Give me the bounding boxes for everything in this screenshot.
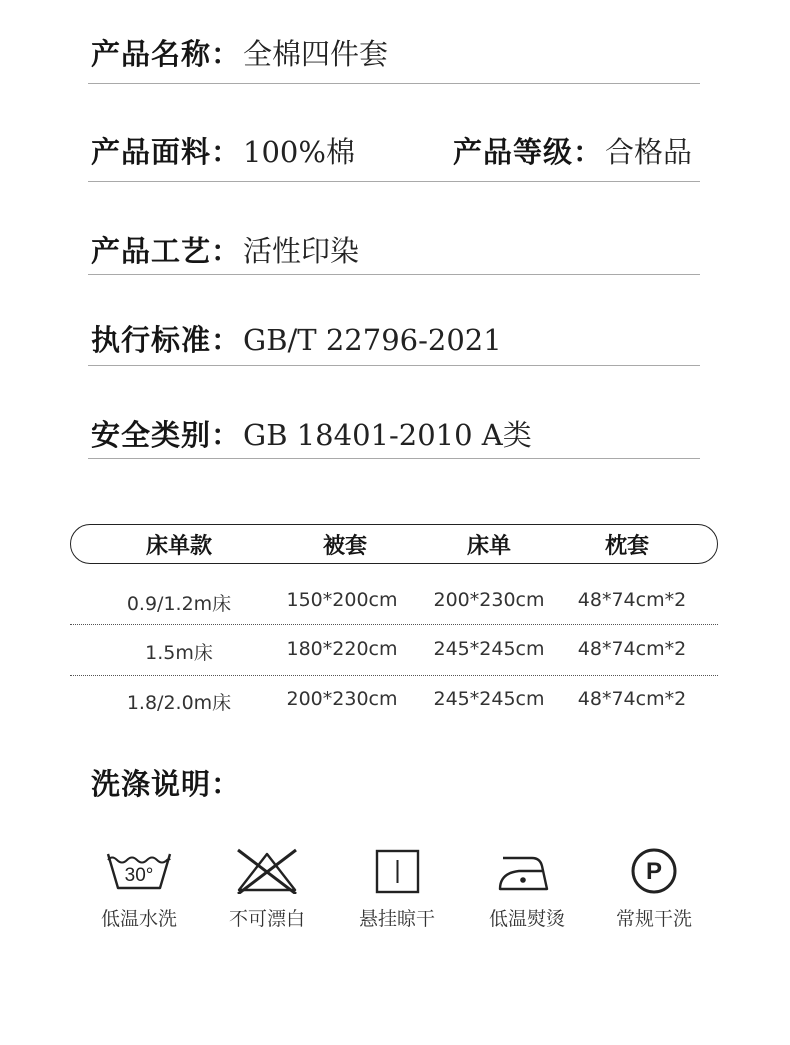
no-bleach-icon	[234, 848, 300, 894]
low-iron-icon	[494, 848, 560, 894]
care-label: 悬挂晾干	[358, 908, 435, 930]
care-item-bleach	[212, 848, 322, 931]
table-header-cell: 床单款	[145, 534, 213, 559]
spec-label: 安全类别	[91, 418, 212, 452]
spec-label: 产品名称	[91, 37, 212, 71]
spec-value: 活性印染	[243, 234, 360, 268]
spec-safety	[91, 413, 532, 454]
divider	[88, 181, 700, 182]
care-item-wash	[84, 848, 194, 931]
spec-value: 100%棉	[243, 135, 355, 169]
table-cell: 1.8/2.0m床	[126, 692, 232, 714]
care-title-text: 洗涤说明：	[91, 767, 242, 801]
table-cell: 200*230cm	[286, 688, 398, 710]
spec-standard	[91, 318, 502, 359]
care-label: 不可漂白	[228, 908, 305, 930]
care-item-dryclean	[599, 848, 709, 931]
spec-colon: ：	[573, 135, 603, 169]
table-cell: 200*230cm	[433, 589, 545, 611]
spec-fabric	[91, 130, 355, 171]
table-cell: 1.5m床	[145, 642, 213, 664]
care-label: 低温水洗	[100, 908, 177, 930]
wash-temp: 30°	[124, 865, 154, 886]
dry-clean-letter: P	[645, 858, 663, 885]
divider	[88, 83, 700, 84]
table-header-cell: 被套	[322, 534, 368, 559]
care-title	[91, 762, 241, 803]
table-cell: 0.9/1.2m床	[126, 593, 232, 615]
spec-grade	[453, 130, 692, 171]
care-item-iron	[472, 848, 582, 931]
divider	[88, 458, 700, 459]
table-cell: 48*74cm*2	[577, 688, 687, 710]
spec-colon: ：	[211, 37, 241, 71]
dry-clean-p-icon	[621, 848, 687, 894]
divider	[70, 624, 718, 625]
spec-product-name	[91, 32, 388, 73]
table-header-cell: 床单	[466, 534, 512, 559]
care-item-hang	[342, 848, 452, 931]
spec-colon: ：	[211, 135, 241, 169]
spec-value: GB/T 22796-2021	[243, 323, 502, 357]
table-cell: 245*245cm	[433, 638, 545, 660]
hang-dry-icon	[364, 848, 430, 894]
divider	[88, 274, 700, 275]
divider	[70, 675, 718, 676]
spec-value: 合格品	[605, 135, 693, 169]
table-cell: 48*74cm*2	[577, 589, 687, 611]
spec-colon: ：	[211, 323, 241, 357]
spec-label: 产品面料	[91, 135, 212, 169]
table-header-cell: 枕套	[604, 534, 650, 559]
care-label: 低温熨烫	[488, 908, 565, 930]
spec-craft	[91, 229, 359, 270]
table-cell: 245*245cm	[433, 688, 545, 710]
divider	[88, 365, 700, 366]
spec-label: 产品工艺	[91, 234, 212, 268]
care-label: 常规干洗	[615, 908, 692, 930]
table-cell: 48*74cm*2	[577, 638, 687, 660]
spec-label: 产品等级	[453, 135, 574, 169]
spec-value: GB 18401-2010 A类	[243, 418, 532, 452]
spec-colon: ：	[211, 234, 241, 268]
table-cell: 180*220cm	[286, 638, 398, 660]
table-cell: 150*200cm	[286, 589, 398, 611]
wash-30-icon	[106, 848, 172, 894]
spec-label: 执行标准	[91, 323, 212, 357]
spec-value: 全棉四件套	[243, 37, 389, 71]
spec-colon: ：	[211, 418, 241, 452]
